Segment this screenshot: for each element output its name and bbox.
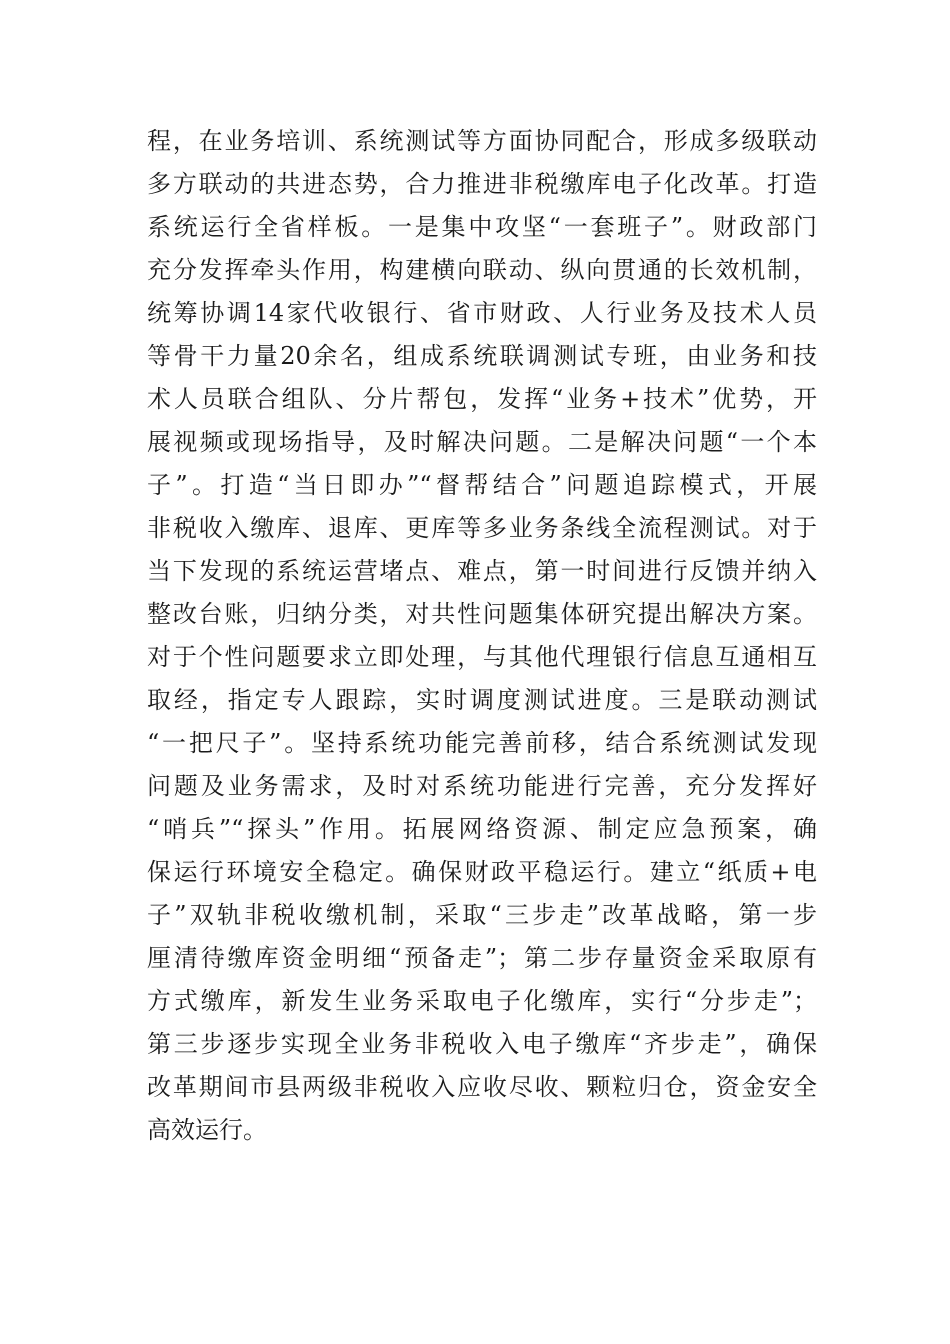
text-line: 展视频或现场指导，及时解决问题。二是解决问题“一个本 bbox=[147, 428, 817, 456]
text-line: 第三步逐步实现全业务非税收入电子缴库“齐步走”，确保 bbox=[147, 1030, 817, 1058]
text-line: 统筹协调14家代收银行、省市财政、人行业务及技术人员 bbox=[147, 299, 817, 327]
text-line: 子”。打造“当日即办”“督帮结合”问题追踪模式，开展 bbox=[147, 471, 817, 499]
text-line: 术人员联合组队、分片帮包，发挥“业务+技术”优势，开 bbox=[147, 385, 817, 413]
text-line: 当下发现的系统运营堵点、难点，第一时间进行反馈并纳入 bbox=[147, 557, 817, 585]
text-line: 多方联动的共进态势，合力推进非税缴库电子化改革。打造 bbox=[147, 170, 817, 198]
text-line: “一把尺子”。坚持系统功能完善前移，结合系统测试发现 bbox=[147, 729, 817, 757]
text-line: 系统运行全省样板。一是集中攻坚“一套班子”。财政部门 bbox=[147, 213, 817, 241]
text-line: 整改台账，归纳分类，对共性问题集体研究提出解决方案。 bbox=[147, 600, 817, 628]
text-line: 问题及业务需求，及时对系统功能进行完善，充分发挥好 bbox=[147, 772, 817, 800]
text-line: 方式缴库，新发生业务采取电子化缴库，实行“分步走”； bbox=[147, 987, 817, 1015]
body-paragraph bbox=[147, 120, 817, 1152]
text-line: 取经，指定专人跟踪，实时调度测试进度。三是联动测试 bbox=[147, 686, 817, 714]
text-line: 厘清待缴库资金明细“预备走”；第二步存量资金采取原有 bbox=[147, 944, 817, 972]
text-line: 保运行环境安全稳定。确保财政平稳运行。建立“纸质+电 bbox=[147, 858, 817, 886]
text-line: “哨兵”“探头”作用。拓展网络资源、制定应急预案，确 bbox=[147, 815, 817, 843]
text-line: 充分发挥牵头作用，构建横向联动、纵向贯通的长效机制， bbox=[147, 256, 817, 284]
text-line: 对于个性问题要求立即处理，与其他代理银行信息互通相互 bbox=[147, 643, 817, 671]
text-line: 高效运行。 bbox=[147, 1116, 267, 1144]
text-line: 子”双轨非税收缴机制，采取“三步走”改革战略，第一步 bbox=[147, 901, 817, 929]
text-line: 改革期间市县两级非税收入应收尽收、颗粒归仓，资金安全 bbox=[147, 1073, 817, 1101]
text-line: 程，在业务培训、系统测试等方面协同配合，形成多级联动 bbox=[147, 127, 817, 155]
text-line: 等骨干力量20余名，组成系统联调测试专班，由业务和技 bbox=[147, 342, 817, 370]
text-line: 非税收入缴库、退库、更库等多业务条线全流程测试。对于 bbox=[147, 514, 817, 542]
